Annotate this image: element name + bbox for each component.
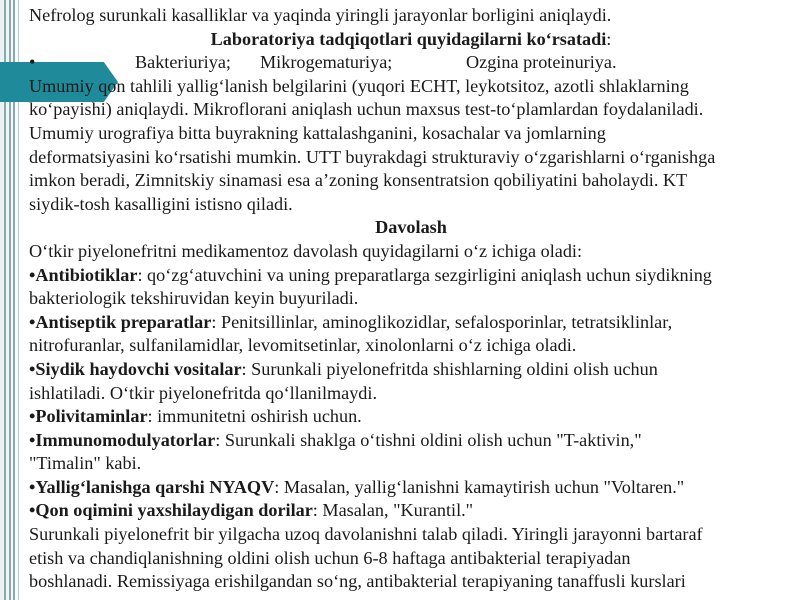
list-item-desc: : Masalan, yallig‘lanishni kamaytirish uchun "Voltaren."	[274, 476, 685, 497]
list-item-antiseptics	[29, 311, 793, 335]
paragraph-line: "Timalin" kabi.	[29, 453, 142, 474]
finding-proteinuriya: Ozgina proteinuriya.	[466, 52, 617, 73]
paragraph-line: Umumiy qon tahlili yallig‘lanish belgilarini (yuqori ECHT, leykotsitoz, azotli shlaklarning	[29, 75, 689, 96]
list-item-desc: : Penitsillinlar, aminoglikozidlar, sefalosporinlar, tetratsiklinlar,	[211, 311, 673, 332]
bullet-glyph: •	[29, 52, 36, 73]
list-item-term: •Qon oqimini yaxshilaydigan dorilar	[29, 500, 313, 521]
list-item-desc: : Masalan, "Kurantil."	[312, 500, 474, 521]
list-item-term: •Polivitaminlar	[29, 406, 148, 427]
section-heading-lab	[29, 28, 793, 52]
heading-colon: :	[606, 28, 612, 49]
paragraph-line: ishlatiladi. O‘tkir piyelonefritda qo‘llanilmaydi.	[29, 382, 378, 403]
list-item-term: •Siydik haydovchi vositalar	[29, 358, 242, 379]
paragraph-line: nitrofuranlar, sulfanilamidlar, levomitsetinlar, xinolonlarni o‘z ichiga oladi.	[29, 335, 577, 356]
document-body	[29, 4, 793, 594]
list-item-term: •Immunomodulyatorlar	[29, 429, 216, 450]
finding-mikrogematuriya: Mikrogematuriya;	[260, 52, 393, 73]
paragraph-line: etish va chandiqlanishning oldini olish uchun 6-8 haftaga antibakterial terapiyadan	[29, 547, 631, 568]
lab-findings-row	[29, 51, 793, 75]
paragraph-line: imkon beradi, Zimnitskiy sinamasi esa a’zoning konsentratsion qobiliyatini baholaydi. KT	[29, 170, 688, 191]
paragraph-line: Surunkali piyelonefrit bir yilgacha uzoq davolanishni talab qiladi. Yiringli jarayonni bartaraf	[29, 524, 703, 545]
list-item-antibiotics	[29, 264, 793, 288]
list-item-desc: : qo‘zg‘atuvchini va uning preparatlarga sezgirligini aniqlash uchun siydikning	[137, 264, 712, 285]
paragraph-line: Nefrolog surunkali kasalliklar va yaqinda yiringli jarayonlar borligini aniqlaydi.	[29, 5, 612, 25]
list-item-nsaids	[29, 476, 793, 500]
paragraph-line: boshlanadi. Remissiyaga erishilgandan so‘ng, antibakterial terapiyaning tanaffusli kurslari	[29, 571, 686, 592]
paragraph-line: O‘tkir piyelonefritni medikamentoz davolash quyidagilarni o‘z ichiga oladi:	[29, 240, 583, 261]
finding-bakteriuriya: Bakteriuriya;	[135, 52, 231, 73]
list-item-diuretics	[29, 358, 793, 382]
list-item-desc: : immunitetni oshirish uchun.	[147, 406, 362, 427]
list-item-term: •Yallig‘lanishga qarshi NYAQV	[29, 476, 275, 497]
heading-text: Laboratoriya tadqiqotlari quyidagilarni ko‘rsatadi	[210, 28, 607, 49]
list-item-term: •Antibiotiklar	[29, 264, 138, 285]
list-item-polyvitamins	[29, 405, 793, 429]
paragraph-line: Umumiy urografiya bitta buyrakning kattalashganini, kosachalar va jomlarning	[29, 122, 606, 143]
paragraph-line: deformatsiyasini ko‘rsatishi mumkin. UTT buyrakdagi strukturaviy o‘zgarishlarni o‘rganishga	[29, 146, 716, 167]
paragraph-line: ko‘payishi) aniqlaydi. Mikroflorani aniqlash uchun maxsus test-to‘plamlardan foydalaniladi.	[29, 99, 704, 120]
list-item-desc: : Surunkali shaklga o‘tishni oldini olish uchun "T-aktivin,"	[215, 429, 642, 450]
list-item-term: •Antiseptik preparatlar	[29, 311, 212, 332]
paragraph-line: siydik-tosh kasalligini istisno qiladi.	[29, 193, 293, 214]
paragraph-line: bakteriologik tekshiruvidan keyin buyuriladi.	[29, 288, 359, 309]
list-item-immunomodulators	[29, 429, 793, 453]
list-item-blood-flow-drugs	[29, 499, 793, 523]
section-heading-treatment: Davolash	[375, 217, 447, 238]
list-item-desc: : Surunkali piyelonefritda shishlarning oldini olish uchun	[241, 358, 658, 379]
